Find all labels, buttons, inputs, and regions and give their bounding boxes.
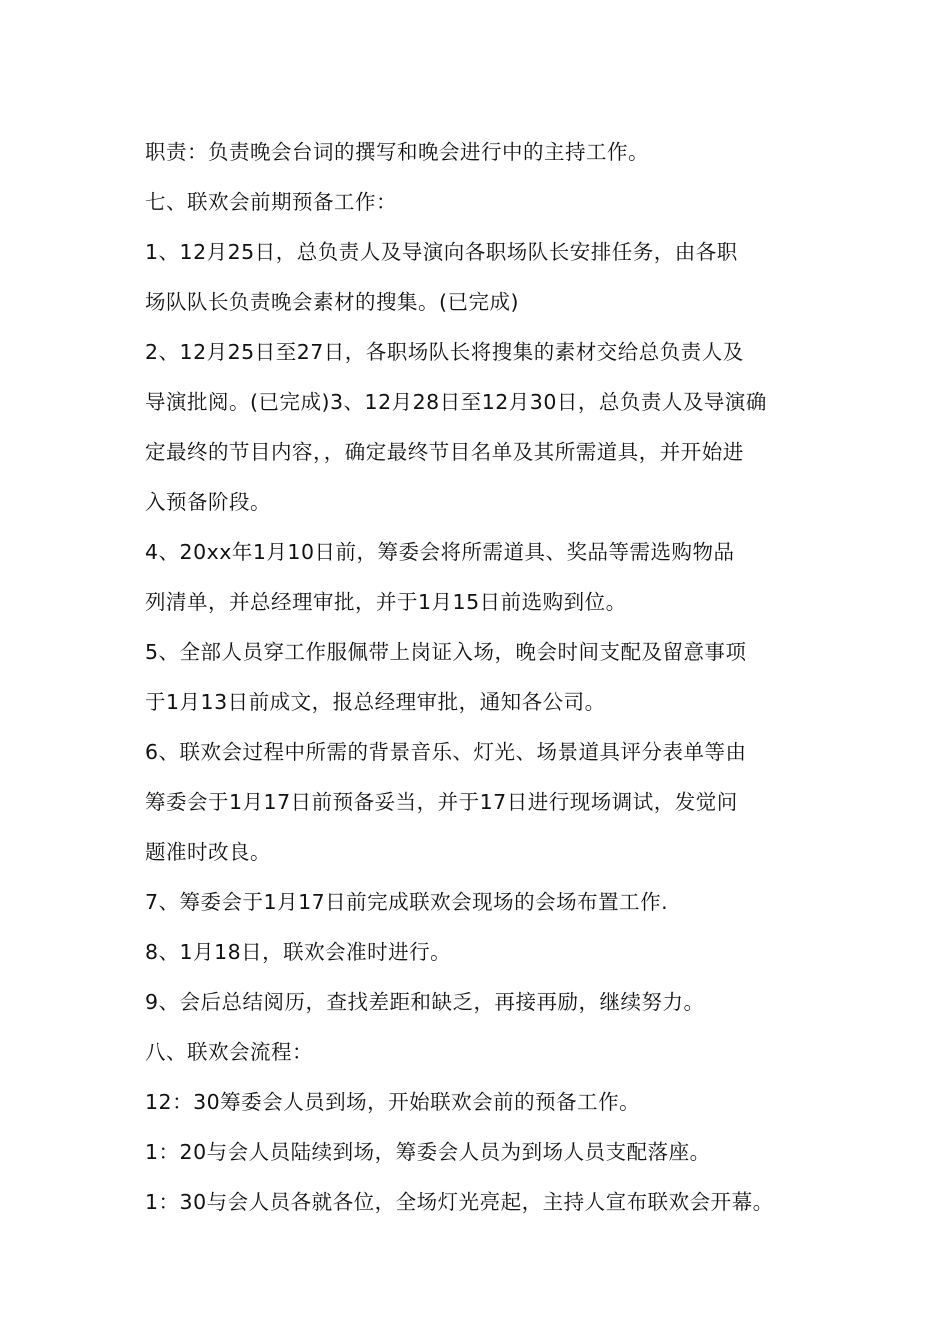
text-line: 列清单，并总经理审批，并于1月15日前选购到位。 [145,590,627,614]
text-line: 6、联欢会过程中所需的背景音乐、灯光、场景道具评分表单等由 [145,740,747,764]
text-line: 定最终的节目内容，，确定最终节目名单及其所需道具，并开始进 [145,440,744,464]
text-line: 七、联欢会前期预备工作： [145,190,397,214]
text-line: 1：30与会人员各就各位，全场灯光亮起，主持人宣布联欢会开幕。 [145,1190,774,1214]
text-line: 职责：负责晚会台词的撰写和晚会进行中的主持工作。 [145,140,649,164]
text-line: 场队队长负责晚会素材的搜集。(已完成) [145,290,519,314]
text-line: 入预备阶段。 [145,490,271,514]
text-line: 导演批阅。(已完成)3、12月28日至12月30日，总负责人及导演确 [145,390,767,414]
text-line: 5、全部人员穿工作服佩带上岗证入场，晚会时间支配及留意事项 [145,640,747,664]
text-line: 8、1月18日，联欢会准时进行。 [145,940,452,964]
text-line: 9、会后总结阅历，查找差距和缺乏，再接再励，继续努力。 [145,990,705,1014]
text-line: 1：20与会人员陆续到场，筹委会人员为到场人员支配落座。 [145,1140,711,1164]
text-line: 1、12月25日，总负责人及导演向各职场队长安排任务，由各职 [145,240,738,264]
text-line: 题准时改良。 [145,840,271,864]
text-line: 2、12月25日至27日，各职场队长将搜集的素材交给总负责人及 [145,340,744,364]
text-line: 筹委会于1月17日前预备妥当，并于17日进行现场调试，发觉问 [145,790,738,814]
text-line: 八、联欢会流程： [145,1040,313,1064]
text-line: 4、20xx年1月10日前，筹委会将所需道具、奖品等需选购物品 [145,540,735,564]
text-line: 7、筹委会于1月17日前完成联欢会现场的会场布置工作. [145,890,669,914]
text-line: 12：30筹委会人员到场，开始联欢会前的预备工作。 [145,1090,641,1114]
text-line: 于1月13日前成文，报总经理审批，通知各公司。 [145,690,606,714]
